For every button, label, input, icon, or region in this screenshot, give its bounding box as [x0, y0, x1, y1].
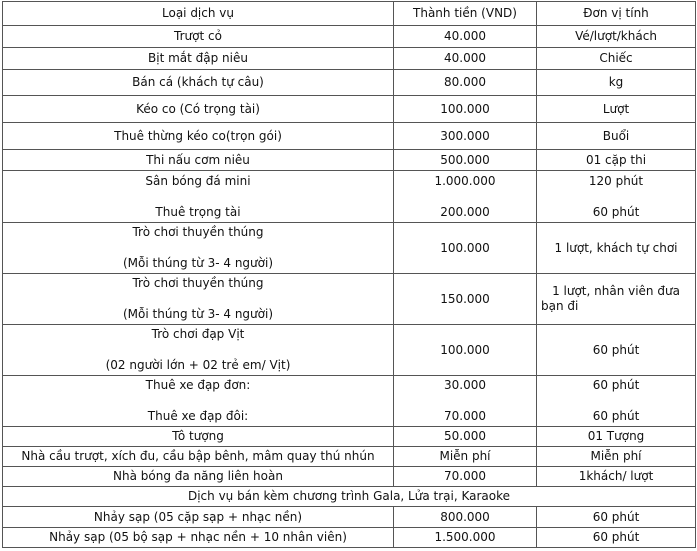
- price-cell: 500.000: [394, 150, 537, 171]
- service-line: Trò chơi thuyền thúng: [132, 225, 264, 239]
- unit-cell: Miễn phí: [537, 447, 696, 467]
- service-line: Sân bóng đá mini: [145, 173, 251, 188]
- unit-cell: Lượt: [537, 96, 696, 123]
- service-cell: [3, 376, 394, 427]
- service-cell: Trượt cỏ: [3, 26, 394, 48]
- table-row: [3, 274, 696, 325]
- service-cell: Nhảy sạp (05 bộ sạp + nhạc nền + 10 nhân viên): [3, 528, 394, 548]
- service-note: (02 người lớn + 02 trẻ em/ Vịt): [105, 358, 291, 372]
- unit-cell: 01 cặp thi: [537, 150, 696, 171]
- table-row: [3, 70, 696, 96]
- service-line: Thuê xe đạp đơn:: [145, 378, 251, 392]
- price-cell: 100.000: [394, 223, 537, 274]
- service-note: (Mỗi thúng từ 3- 4 người): [122, 256, 274, 270]
- unit-cell: 01 Tượng: [537, 427, 696, 447]
- unit-cell: 60 phút: [537, 507, 696, 528]
- unit-cell: 1 lượt, nhân viên đưa bạn đi: [537, 274, 696, 325]
- table-row: [3, 376, 696, 427]
- section-title: Dịch vụ bán kèm chương trình Gala, Lửa trại, Karaoke: [3, 487, 696, 507]
- price-line: 70.000: [444, 409, 486, 423]
- unit-cell: 1 lượt, khách tự chơi: [537, 223, 696, 274]
- service-cell: Kéo co (Có trọng tài): [3, 96, 394, 123]
- service-cell: [3, 325, 394, 376]
- table-row: [3, 507, 696, 528]
- table-row: [3, 171, 696, 223]
- service-cell: Thi nấu cơm niêu: [3, 150, 394, 171]
- unit-cell: kg: [537, 70, 696, 96]
- service-cell: Nhà bóng đa năng liên hoàn: [3, 467, 394, 487]
- unit-cell: 60 phút: [537, 325, 696, 376]
- service-line: Trò chơi đạp Vịt: [151, 327, 245, 341]
- header-unit: Đơn vị tính: [537, 2, 696, 26]
- unit-cell: Buổi: [537, 123, 696, 150]
- unit-line: 120 phút: [588, 173, 644, 188]
- price-cell: 150.000: [394, 274, 537, 325]
- table-row: [3, 427, 696, 447]
- service-line: Thuê xe đạp đôi:: [147, 409, 249, 423]
- price-table: [2, 1, 696, 548]
- unit-line: 60 phút: [592, 204, 640, 219]
- service-cell: Bán cá (khách tự câu): [3, 70, 394, 96]
- table-row: [3, 325, 696, 376]
- price-line: 200.000: [440, 204, 490, 219]
- table-row: [3, 26, 696, 48]
- table-row: [3, 123, 696, 150]
- service-cell: Nhảy sạp (05 cặp sạp + nhạc nền): [3, 507, 394, 528]
- service-cell: Tô tượng: [3, 427, 394, 447]
- unit-cell: 60 phút: [537, 528, 696, 548]
- table-row: [3, 48, 696, 70]
- price-cell: 300.000: [394, 123, 537, 150]
- table-row: [3, 96, 696, 123]
- price-cell: 70.000: [394, 467, 537, 487]
- price-cell: 80.000: [394, 70, 537, 96]
- unit-cell: [537, 171, 696, 223]
- price-line: 30.000: [444, 378, 486, 392]
- table-row: [3, 223, 696, 274]
- table-row: [3, 467, 696, 487]
- price-cell: 40.000: [394, 48, 537, 70]
- unit-cell: Chiếc: [537, 48, 696, 70]
- table-row: [3, 447, 696, 467]
- service-cell: [3, 171, 394, 223]
- unit-line: 60 phút: [592, 409, 640, 423]
- price-cell: [394, 171, 537, 223]
- price-cell: Miễn phí: [394, 447, 537, 467]
- header-service: Loại dịch vụ: [3, 2, 394, 26]
- unit-cell: [537, 376, 696, 427]
- service-cell: Bịt mắt đập niêu: [3, 48, 394, 70]
- unit-line: 60 phút: [592, 378, 640, 392]
- service-cell: Thuê thừng kéo co(trọn gói): [3, 123, 394, 150]
- table-row: [3, 150, 696, 171]
- price-cell: [394, 376, 537, 427]
- service-cell: [3, 223, 394, 274]
- header-row: [3, 2, 696, 26]
- service-line: Trò chơi thuyền thúng: [132, 276, 264, 290]
- price-cell: 100.000: [394, 96, 537, 123]
- section-row: [3, 487, 696, 507]
- unit-cell: 1khách/ lượt: [537, 467, 696, 487]
- price-cell: 1.500.000: [394, 528, 537, 548]
- header-price: Thành tiền (VND): [394, 2, 537, 26]
- service-cell: [3, 274, 394, 325]
- price-line: 1.000.000: [434, 173, 496, 188]
- service-note: (Mỗi thúng từ 3- 4 người): [122, 307, 274, 321]
- price-cell: 40.000: [394, 26, 537, 48]
- unit-cell: Vé/lượt/khách: [537, 26, 696, 48]
- price-cell: 100.000: [394, 325, 537, 376]
- table-row: [3, 528, 696, 548]
- price-cell: 50.000: [394, 427, 537, 447]
- service-cell: Nhà cầu trượt, xích đu, cầu bập bênh, mâm quay thú nhún: [3, 447, 394, 467]
- service-line: Thuê trọng tài: [155, 204, 241, 219]
- price-cell: 800.000: [394, 507, 537, 528]
